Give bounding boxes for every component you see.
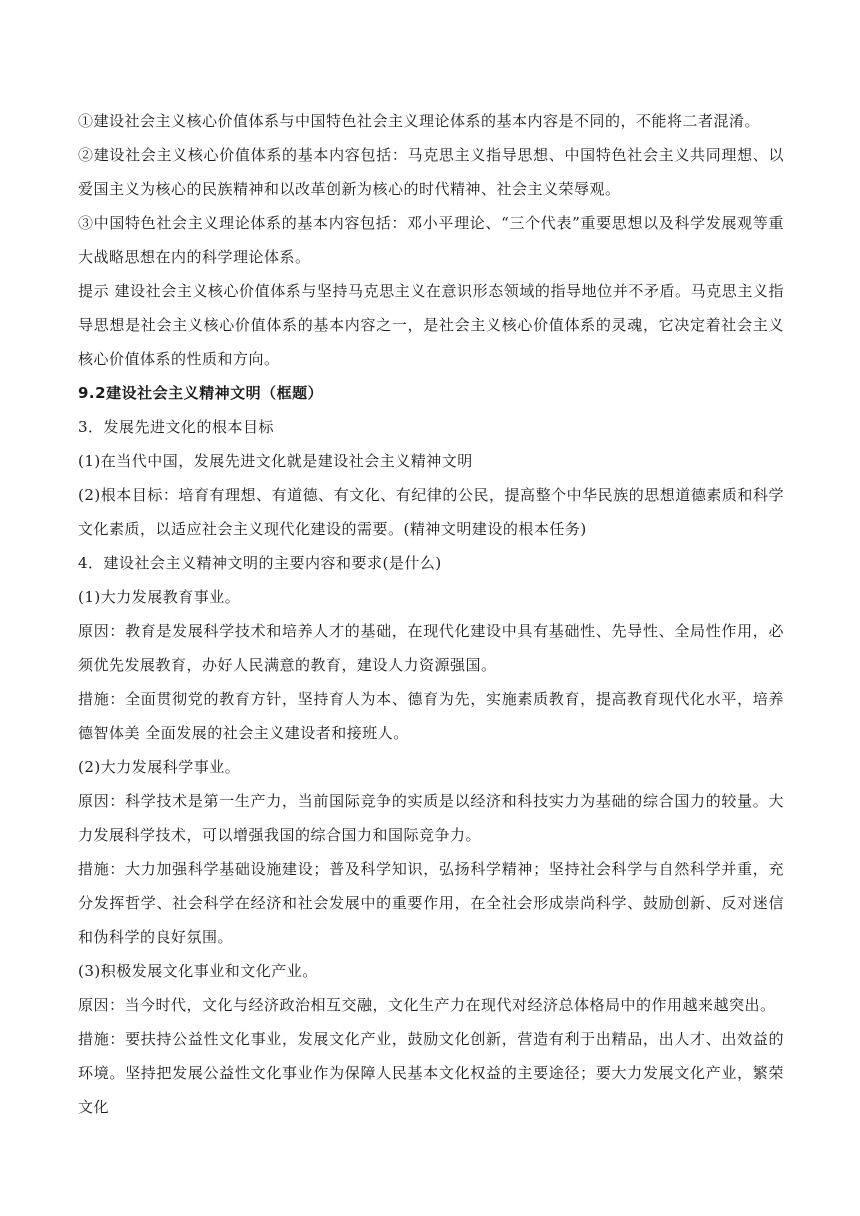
paragraph-education-measure: 措施：全面贯彻党的教育方针，坚持育人为本、德育为先，实施素质教育，提高教育现代化水平，培养德智体美 全面发展的社会主义建设者和接班人。 [78, 690, 784, 742]
paragraph-culture-title: (3)积极发展文化事业和文化产业。 [78, 962, 318, 980]
paragraph-point-2: ②建设社会主义核心价值体系的基本内容包括：马克思主义指导思想、中国特色社会主义共同理想、以爱国主义为核心的民族精神和以改革创新为核心的时代精神、社会主义荣辱观。 [78, 146, 784, 198]
paragraph-science-measure: 措施：大力加强科学基础设施建设；普及科学知识，弘扬科学精神；坚持社会科学与自然科学并重，充分发挥哲学、社会科学在经济和社会发展中的重要作用，在全社会形成崇尚科学、鼓励创新、反对迷信和伪科学的良好氛围。 [78, 860, 784, 946]
paragraph-goal-1: (1)在当代中国，发展先进文化就是建设社会主义精神文明 [78, 452, 473, 470]
paragraph-education-reason: 原因：教育是发展科学技术和培养人才的基础，在现代化建设中具有基础性、先导性、全局性作用，必须优先发展教育，办好人民满意的教育，建设人力资源强国。 [78, 622, 784, 674]
paragraph-science-title: (2)大力发展科学事业。 [78, 758, 241, 776]
paragraph-education-title: (1)大力发展教育事业。 [78, 588, 241, 606]
document-body [78, 104, 784, 1124]
paragraph-tip: 提示 建设社会主义核心价值体系与坚持马克思主义在意识形态领域的指导地位并不矛盾。马克思主义指导思想是社会主义核心价值体系的基本内容之一，是社会主义核心价值体系的灵魂，它决定着社会主义核心价值体系的性质和方向。 [78, 282, 784, 368]
paragraph-science-reason: 原因：科学技术是第一生产力，当前国际竞争的实质是以经济和科技实力为基础的综合国力的较量。大力发展科学技术，可以增强我国的综合国力和国际竞争力。 [78, 792, 784, 844]
paragraph-culture-measure: 措施：要扶持公益性文化事业，发展文化产业，鼓励文化创新，营造有利于出精品，出人才、出效益的环境。坚持把发展公益性文化事业作为保障人民基本文化权益的主要途径；要大力发展文化产业，繁荣文化 [78, 1030, 784, 1116]
paragraph-content-title: 4．建设社会主义精神文明的主要内容和要求(是什么) [78, 554, 442, 572]
paragraph-culture-reason: 原因：当今时代，文化与经济政治相互交融，文化生产力在现代对经济总体格局中的作用越来越突出。 [78, 996, 776, 1014]
paragraph-goal-title: 3．发展先进文化的根本目标 [78, 418, 275, 436]
paragraph-goal-2: (2)根本目标：培育有理想、有道德、有文化、有纪律的公民，提高整个中华民族的思想道德素质和科学 文化素质，以适应社会主义现代化建设的需要。(精神文明建设的根本任务) [78, 486, 784, 538]
paragraph-point-1: ①建设社会主义核心价值体系与中国特色社会主义理论体系的基本内容是不同的，不能将二者混淆。 [78, 112, 761, 130]
section-heading: 9.2建设社会主义精神文明（框题） [78, 384, 324, 402]
paragraph-point-3: ③中国特色社会主义理论体系的基本内容包括：邓小平理论、“三个代表”重要思想以及科学发展观等重大战略思想在内的科学理论体系。 [78, 214, 784, 266]
